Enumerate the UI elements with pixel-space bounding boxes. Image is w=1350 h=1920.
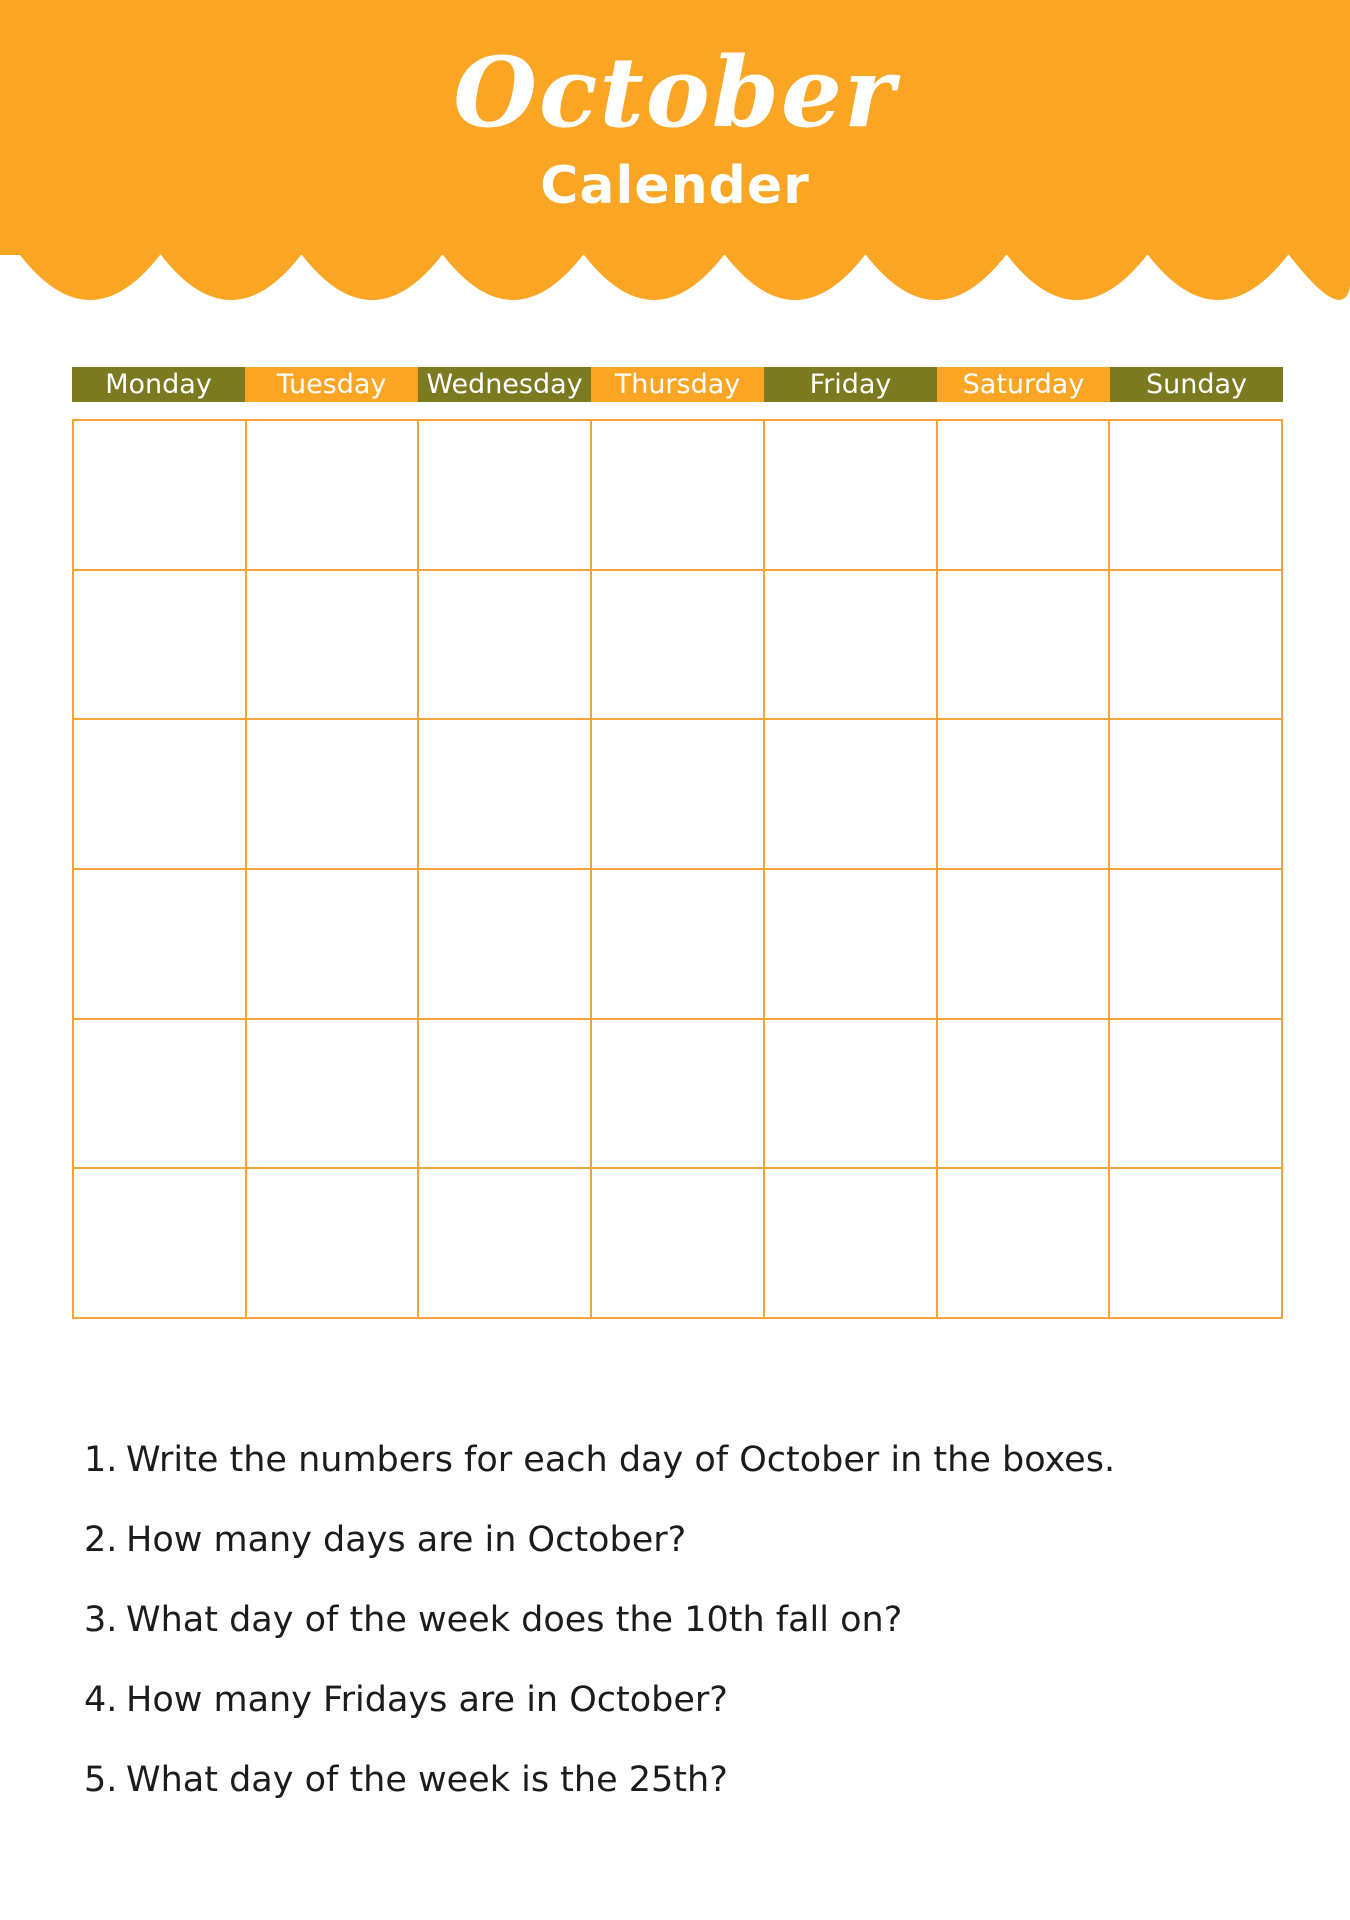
calendar-day-box[interactable] (592, 720, 765, 870)
calendar-day-box[interactable] (938, 421, 1111, 571)
calendar-day-box[interactable] (74, 1169, 247, 1319)
calendar-day-box[interactable] (765, 720, 938, 870)
weekday-monday: Monday (72, 367, 245, 402)
calendar-day-box[interactable] (247, 720, 420, 870)
weekday-friday: Friday (764, 367, 937, 402)
calendar-day-box[interactable] (419, 421, 592, 571)
question-text: What day of the week is the 25th? (126, 1760, 728, 1800)
calendar-day-box[interactable] (938, 1169, 1111, 1319)
calendar-day-box[interactable] (592, 421, 765, 571)
calendar-day-box[interactable] (419, 571, 592, 721)
calendar-day-box[interactable] (1110, 571, 1283, 721)
calendar-day-box[interactable] (765, 1169, 938, 1319)
calendar-day-box[interactable] (247, 1020, 420, 1170)
question-list (84, 1420, 1284, 1820)
question-text: Write the numbers for each day of October in the boxes. (126, 1440, 1116, 1480)
calendar-grid (72, 419, 1283, 1319)
calendar-day-box[interactable] (74, 571, 247, 721)
calendar-day-box[interactable] (592, 1020, 765, 1170)
question-number: 2. (84, 1520, 118, 1560)
calendar-day-box[interactable] (938, 870, 1111, 1020)
calendar-day-box[interactable] (938, 720, 1111, 870)
calendar-day-box[interactable] (419, 1020, 592, 1170)
calendar-day-box[interactable] (74, 870, 247, 1020)
weekday-tuesday: Tuesday (245, 367, 418, 402)
calendar-day-box[interactable] (765, 870, 938, 1020)
calendar-day-box[interactable] (1110, 421, 1283, 571)
calendar-day-box[interactable] (74, 720, 247, 870)
question-text: How many days are in October? (126, 1520, 687, 1560)
question-item (84, 1420, 1284, 1500)
question-number: 1. (84, 1440, 118, 1480)
question-text: What day of the week does the 10th fall on? (126, 1600, 903, 1640)
calendar-day-box[interactable] (592, 571, 765, 721)
calendar-day-box[interactable] (1110, 720, 1283, 870)
question-number: 4. (84, 1680, 118, 1720)
calendar-day-box[interactable] (247, 870, 420, 1020)
weekday-thursday: Thursday (591, 367, 764, 402)
calendar-day-box[interactable] (938, 1020, 1111, 1170)
calendar-day-box[interactable] (938, 571, 1111, 721)
question-item (84, 1660, 1284, 1740)
calendar-day-box[interactable] (592, 870, 765, 1020)
calendar-day-box[interactable] (1110, 870, 1283, 1020)
page-title: October (453, 36, 897, 149)
header-banner (0, 0, 1350, 300)
calendar-day-box[interactable] (247, 421, 420, 571)
calendar-day-box[interactable] (419, 870, 592, 1020)
calendar-day-box[interactable] (1110, 1020, 1283, 1170)
calendar-day-box[interactable] (74, 421, 247, 571)
weekday-header-row (72, 367, 1283, 402)
calendar-day-box[interactable] (419, 1169, 592, 1319)
calendar-day-box[interactable] (419, 720, 592, 870)
page-subtitle: Calender (540, 156, 810, 216)
weekday-wednesday: Wednesday (418, 367, 591, 402)
calendar-day-box[interactable] (247, 571, 420, 721)
weekday-sunday: Sunday (1110, 367, 1283, 402)
question-item (84, 1580, 1284, 1660)
calendar-day-box[interactable] (1110, 1169, 1283, 1319)
calendar-day-box[interactable] (247, 1169, 420, 1319)
question-item (84, 1740, 1284, 1820)
calendar-day-box[interactable] (765, 571, 938, 721)
calendar-day-box[interactable] (765, 421, 938, 571)
question-item (84, 1500, 1284, 1580)
question-number: 3. (84, 1600, 118, 1640)
question-text: How many Fridays are in October? (126, 1680, 728, 1720)
calendar-day-box[interactable] (74, 1020, 247, 1170)
weekday-saturday: Saturday (937, 367, 1110, 402)
calendar-day-box[interactable] (765, 1020, 938, 1170)
question-number: 5. (84, 1760, 118, 1800)
calendar-day-box[interactable] (592, 1169, 765, 1319)
